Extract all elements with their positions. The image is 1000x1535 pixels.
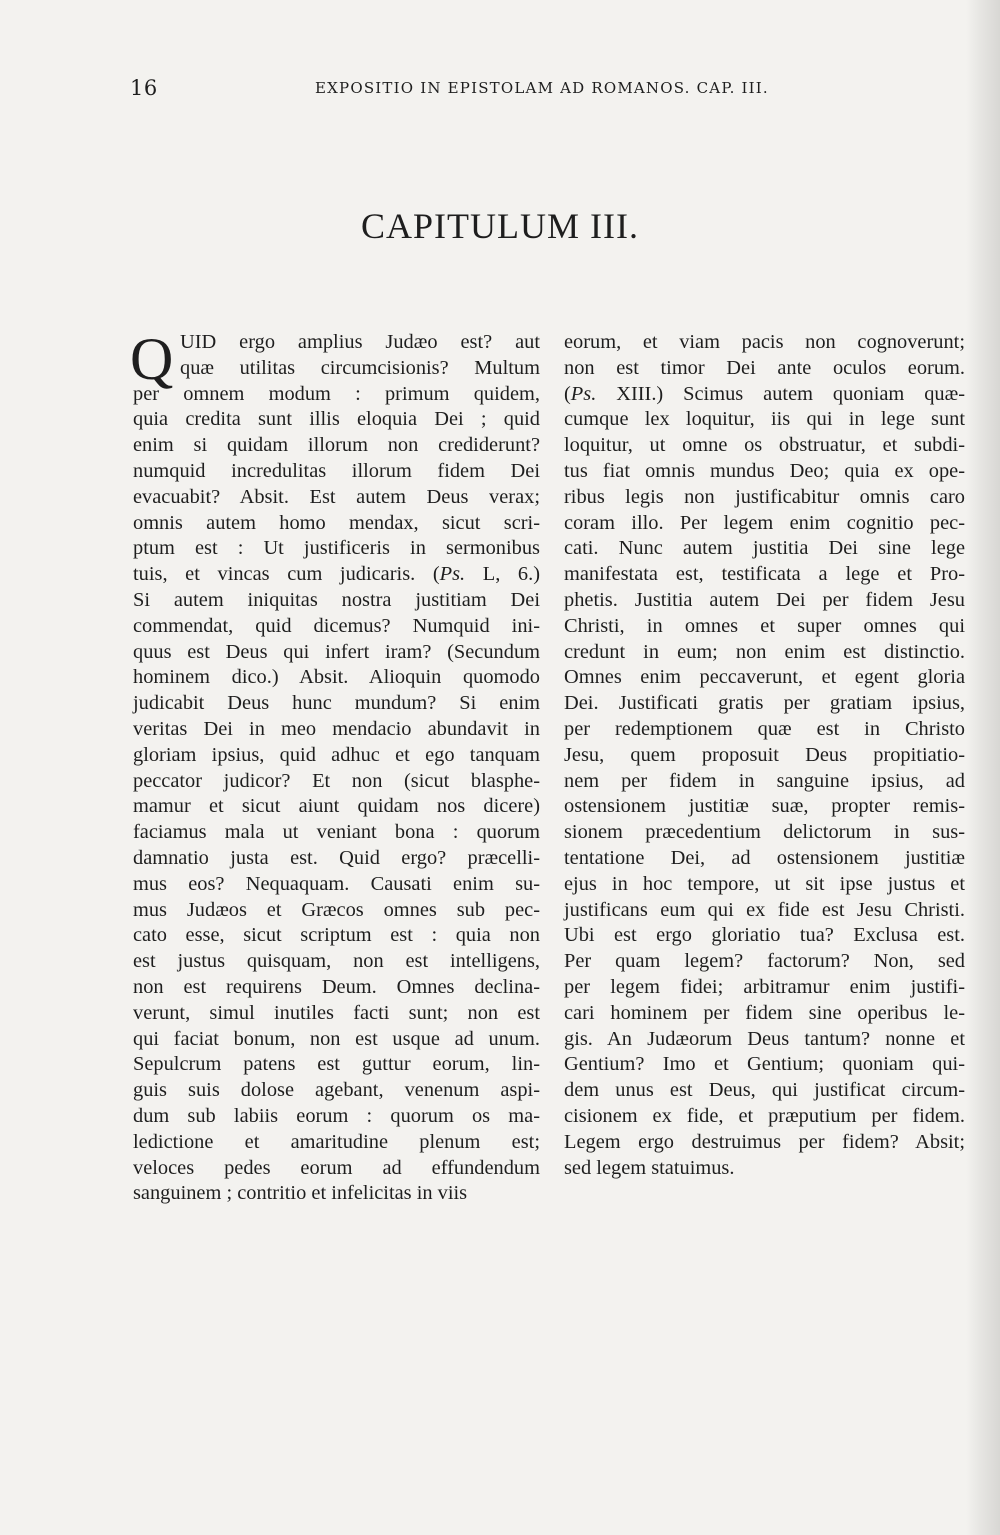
chapter-title: CAPITULUM III. bbox=[361, 206, 639, 246]
text-line: credunt in eum; non enim est distinctio. bbox=[564, 640, 965, 663]
text-line: Legem ergo destruimus per fidem? Absit; bbox=[564, 1130, 965, 1153]
text-line: ejus in hoc tempore, ut sit ipse justus et bbox=[564, 872, 965, 895]
running-header bbox=[130, 76, 965, 106]
text-line: faciamus mala ut veniant bona : quorum bbox=[133, 821, 540, 844]
text-line: dem unus est Deus, qui justificat circum- bbox=[564, 1079, 965, 1102]
text-line: (Ps. XIII.) Scimus autem quoniam quæ- bbox=[564, 382, 965, 405]
text-line: ribus legis non justificabitur omnis caro bbox=[564, 485, 965, 508]
left-column bbox=[130, 326, 540, 1207]
text-line: veritas Dei in meo mendacio abundavit in bbox=[133, 717, 540, 740]
text-line: cumque lex loquitur, iis qui in lege sunt bbox=[564, 408, 965, 431]
text-line: peccator judicor? Et non (sicut blasphe- bbox=[133, 769, 540, 792]
text-line: justificans eum qui ex fide est Jesu Christi. bbox=[564, 898, 965, 921]
text-line: quia credita sunt illis eloquia Dei ; quid bbox=[133, 408, 540, 431]
text-line: Per quam legem? factorum? Non, sed bbox=[564, 950, 965, 973]
text-line: coram illo. Per legem enim cognitio pec- bbox=[564, 511, 965, 534]
text-line: quus est Deus qui infert iram? (Secundum bbox=[133, 640, 540, 663]
text-line: manifestata est, testificata a lege et Pro- bbox=[564, 563, 965, 586]
text-line: ostensionem justitiæ suæ, propter remis- bbox=[564, 795, 965, 818]
text-line: ptum est : Ut justificeris in sermonibus bbox=[133, 537, 540, 560]
text-line: gloriam ipsius, quid adhuc et ego tanquam bbox=[133, 743, 540, 766]
page-number: 16 bbox=[130, 76, 158, 100]
text-line: commendat, quid dicemus? Numquid ini- bbox=[133, 614, 540, 637]
text-line: Christi, in omnes et super omnes qui bbox=[564, 614, 965, 637]
text-line: mus Judæos et Græcos omnes sub pec- bbox=[133, 898, 540, 921]
text-line: Sepulcrum patens est guttur eorum, lin- bbox=[133, 1053, 540, 1076]
text-line: ledictione et amaritudine plenum est; bbox=[133, 1130, 540, 1153]
text-line: damnatio justa est. Quid ergo? præcelli- bbox=[133, 846, 540, 869]
text-line: tus fiat omnis mundus Deo; quia ex ope- bbox=[564, 459, 965, 482]
text-line: sed legem statuimus. bbox=[564, 1156, 735, 1179]
text-line: non est requirens Deum. Omnes declina- bbox=[133, 975, 540, 998]
text-line: tentatione Dei, ad ostensionem justitiæ bbox=[564, 846, 965, 869]
running-title: EXPOSITIO IN EPISTOLAM AD ROMANOS. CAP. III. bbox=[315, 79, 769, 97]
text-line: per redemptionem quæ est in Christo bbox=[564, 717, 965, 740]
text-line: Omnes enim peccaverunt, et egent gloria bbox=[564, 666, 965, 689]
text-line: Jesu, quem proposuit Deus propitiatio- bbox=[564, 743, 965, 766]
text-line: gis. An Judæorum Deus tantum? nonne et bbox=[564, 1027, 965, 1050]
text-line: cato esse, sicut scriptum est : quia non bbox=[133, 924, 540, 947]
text-line: quæ utilitas circumcisionis? Multum bbox=[180, 356, 540, 379]
text-line: mamur et sicut aiunt quidam nos dicere) bbox=[133, 795, 540, 818]
text-line: cari hominem per fidem sine operibus le- bbox=[564, 1001, 965, 1024]
text-line: sionem præcedentium delictorum in sus- bbox=[564, 821, 965, 844]
opening-paragraph bbox=[130, 326, 540, 1207]
text-line: UID ergo amplius Judæo est? aut bbox=[180, 331, 540, 353]
text-line: loquitur, ut omne os obstruatur, et subdi- bbox=[564, 434, 965, 457]
text-line: verunt, simul inutiles facti sunt; non est bbox=[133, 1001, 540, 1024]
text-line: dum sub labiis eorum : quorum os ma- bbox=[133, 1104, 540, 1127]
text-line: cati. Nunc autem justitia Dei sine lege bbox=[564, 537, 965, 560]
text-line: sanguinem ; contritio et infelicitas in viis bbox=[133, 1182, 468, 1205]
text-line: enim si quidam illorum non crediderunt? bbox=[133, 434, 540, 457]
text-line: hominem dico.) Absit. Alioquin quomodo bbox=[133, 666, 540, 689]
text-line: phetis. Justitia autem Dei per fidem Jesu bbox=[564, 588, 965, 611]
text-line: eorum, et viam pacis non cognoverunt; bbox=[564, 331, 965, 353]
text-line: guis suis dolose agebant, venenum aspi- bbox=[133, 1079, 540, 1102]
text-line: evacuabit? Absit. Est autem Deus verax; bbox=[133, 485, 540, 508]
text-line: Gentium? Imo et Gentium; quoniam qui- bbox=[564, 1053, 965, 1076]
text-line: qui faciat bonum, non est usque ad unum. bbox=[133, 1027, 540, 1050]
text-line: numquid incredulitas illorum fidem Dei bbox=[133, 459, 540, 482]
text-line: Si autem iniquitas nostra justitiam Dei bbox=[133, 588, 540, 611]
text-line: per legem fidei; arbitramur enim justifi- bbox=[564, 975, 965, 998]
text-line: judicabit Deus hunc mundum? Si enim bbox=[133, 692, 540, 715]
text-line: Ubi est ergo gloriatio tua? Exclusa est. bbox=[564, 924, 965, 947]
text-line: non est timor Dei ante oculos eorum. bbox=[564, 356, 965, 379]
text-line: Dei. Justificati gratis per gratiam ipsius, bbox=[564, 692, 965, 715]
text-line: cisionem ex fide, et præputium per fidem. bbox=[564, 1104, 965, 1127]
text-line: omnis autem homo mendax, sicut scri- bbox=[133, 511, 540, 534]
text-line: est justus quisquam, non est intelligens, bbox=[133, 950, 540, 973]
text-line: veloces pedes eorum ad effundendum bbox=[133, 1156, 540, 1179]
right-column bbox=[564, 330, 965, 1181]
drop-cap: Q bbox=[130, 326, 174, 392]
text-line: per omnem modum : primum quidem, bbox=[133, 382, 540, 405]
text-line: nem per fidem in sanguine ipsius, ad bbox=[564, 769, 965, 792]
text-line: tuis, et vincas cum judicaris. (Ps. L, 6.) bbox=[133, 563, 540, 586]
text-line: mus eos? Nequaquam. Causati enim su- bbox=[133, 872, 540, 895]
